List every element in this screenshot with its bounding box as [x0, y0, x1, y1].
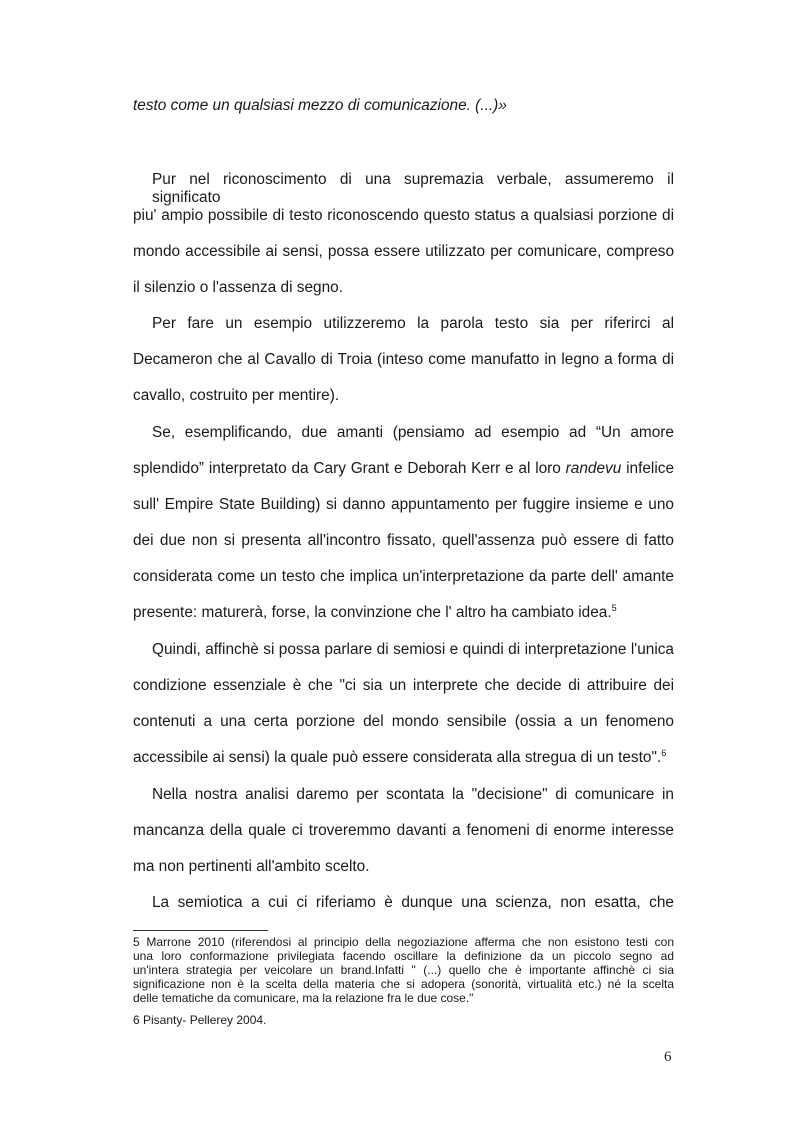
p2-line-1: Per fare un esempio utilizzeremo la parola testo sia per riferirci al	[152, 315, 674, 332]
p2-line-2: Decameron che al Cavallo di Troia (inteso come manufatto in legno a forma di	[133, 351, 674, 368]
p5-line-1: Nella nostra analisi daremo per scontata la "decisione" di comunicare in	[152, 786, 674, 803]
p3-line-5: considerata come un testo che implica un'interpretazione da parte dell' amante	[133, 568, 674, 585]
footnote-ref-5[interactable]: 5	[611, 602, 617, 613]
opening-line: testo come un qualsiasi mezzo di comunicazione. (...)»	[133, 97, 507, 114]
p6-line-1: La semiotica a cui ci riferiamo è dunque una scienza, non esatta, che	[152, 894, 674, 911]
p3-line-2-italic: randevu	[565, 460, 622, 477]
footnote-6: 6 Pisanty- Pellerey 2004.	[133, 1013, 267, 1027]
footnote-ref-6[interactable]: 6	[661, 747, 667, 758]
p3-line-2-c: infelice	[621, 460, 675, 477]
p1-line-2: piu' ampio possibile di testo riconoscendo questo status a qualsiasi porzione di	[133, 207, 674, 224]
page-number: 6	[664, 1049, 672, 1065]
p3-line-1: Se, esemplificando, due amanti (pensiamo ad esempio ad “Un amore	[152, 424, 674, 441]
p3-line-2	[133, 460, 674, 478]
footnote-separator	[133, 930, 268, 931]
p4-line-4-text: accessibile ai sensi) la quale può essere considerata alla stregua di un testo".	[133, 749, 662, 766]
p1-line-3: mondo accessibile ai sensi, possa essere utilizzato per comunicare, compreso	[133, 243, 674, 260]
p3-line-4: dei due non si presenta all'incontro fissato, quell'assenza può essere di fatto	[133, 532, 674, 549]
p3-line-3: sull' Empire State Building) si danno appuntamento per fuggire insieme e uno	[133, 496, 674, 513]
p3-line-6-text: presente: maturerà, forse, la convinzione che l' altro ha cambiato idea.	[133, 604, 612, 621]
p1-line-4: il silenzio o l'assenza di segno.	[133, 279, 343, 296]
p4-line-2: condizione essenziale è che "ci sia un interprete che decide di attribuire dei	[133, 677, 674, 694]
footnote-5-line-2: una loro conformazione privilegiata facendo oscillare la definizione da un piccolo segno ad	[133, 949, 674, 963]
footnote-5-line-5: delle tematiche da comunicare, ma la relazione fra le due cose."	[133, 991, 474, 1005]
p1-line-1: Pur nel riconoscimento di una supremazia verbale, assumeremo il significato	[152, 171, 674, 206]
footnote-5-line-1: 5 Marrone 2010 (riferendosi al principio della negoziazione afferma che non esistono testi con	[133, 935, 674, 949]
p5-line-2: mancanza della quale ci troveremmo davanti a fenomeni di enorme interesse	[133, 822, 674, 839]
footnote-5-line-3: un'intera strategia per veicolare un brand.Infatti " (...) quello che è importante affinchè ci sia	[133, 963, 674, 977]
footnote-5-line-4: significazione non è la scelta della materia che si adopera (sonorità, virtualità etc.) né la scelta	[133, 977, 674, 991]
p3-line-6	[133, 604, 617, 622]
p3-line-2-a: splendido” interpretato da Cary Grant e Deborah Kerr e al loro	[133, 460, 566, 477]
p2-line-3: cavallo, costruito per mentire).	[133, 387, 340, 404]
p4-line-4	[133, 749, 666, 767]
p4-line-1: Quindi, affinchè si possa parlare di semiosi e quindi di interpretazione l'unica	[152, 641, 674, 658]
p4-line-3: contenuti a una certa porzione del mondo sensibile (ossia a un fenomeno	[133, 713, 674, 730]
p5-line-3: ma non pertinenti all'ambito scelto.	[133, 858, 370, 875]
